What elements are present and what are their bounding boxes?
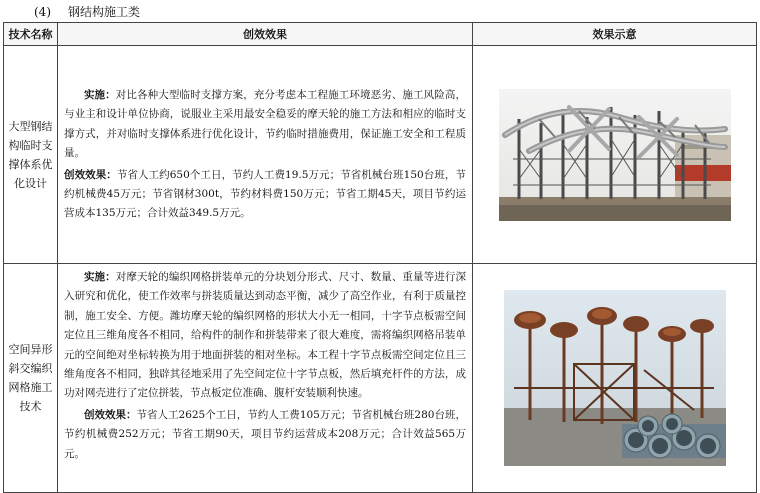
header-tech-name: 技术名称 [4,23,58,46]
benefit-label: 创效效果： [64,168,117,181]
implementation-label: 实施： [83,89,116,101]
steel-tech-table [3,22,757,493]
tech-name-cell: 空间异形斜交编织网格施工技术 [4,264,58,493]
header-benefit: 创效效果 [58,23,473,46]
header-illustration: 效果示意 [473,23,757,46]
implementation-text: 对摩天轮的编织网格拼装单元的分块划分形式、尺寸、数量、重量等进行深入研究和优化，使工作效率与拼装质量达到动态平衡，减少了高空作业，有利于质量控制，施工安全、方便。潍坊摩天轮的编织网格的形状大小无一相同，十字节点板需空间定位且三维角度各不相同，给构件的制作和拼装带来了很大难度，需将编织网格吊装单元的空间绝对坐标转换为用于地面拼装的相对坐标。本工程十字节点板需空间定位且三维角度各不相同，独辟其径地采用了先空间定位十字节点板，然后填充杆件的方法，成功对网壳进行了定位拼装，节点板定位准确、腹杆安装顺利快速。 [64,271,467,400]
table-row [4,46,757,264]
benefit-text: 节省人工2625个工日，节约人工费105万元；节省机械台班280台班，节约机械费252万元；节省工期90天，项目节约运营成本208万元；合计效益565万元。 [64,408,466,460]
illustration-cell [473,46,757,264]
section-number: (4) [34,5,51,19]
temporary-support-photo [499,89,731,221]
tech-name-cell: 大型钢结构临时支撑体系优化设计 [4,46,58,264]
benefit-paragraph [64,406,466,464]
table-row [4,264,757,493]
illustration-cell [473,264,757,493]
implementation-label: 实施： [83,271,116,283]
benefit-paragraph [64,166,466,224]
benefit-label: 创效效果： [83,408,137,421]
benefit-cell [58,46,473,264]
section-title: 钢结构施工类 [68,5,141,19]
implementation-paragraph [64,268,466,404]
benefit-cell [58,264,473,493]
section-heading [34,3,140,21]
implementation-paragraph [64,86,466,164]
benefit-text: 节省人工约650个工日，节约人工费19.5万元；节省机械台班150台班，节约机械费45万元；节省钢材300t，节约材料费150万元；节省工期45天，项目节约运营成本135万元；合计效益349.5万元。 [64,168,466,220]
woven-grid-assembly-photo [504,290,726,466]
table-header-row [4,23,757,46]
implementation-text: 对比各种大型临时支撑方案，充分考虑本工程施工环境恶劣、施工风险高，与业主和设计单位协商，说服业主采用最安全稳妥的摩天轮的施工方法和相应的临时支撑方式，并对临时支撑体系进行优化设计，节约临时措施费用，保证施工安全和工程质量。 [64,89,467,160]
